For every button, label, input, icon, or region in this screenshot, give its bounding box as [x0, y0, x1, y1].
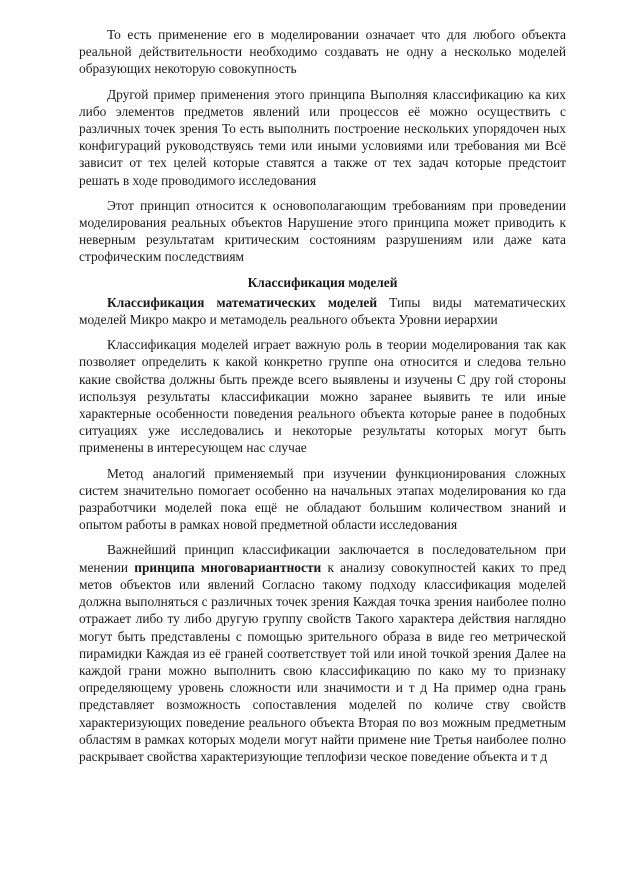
paragraph-1: То есть применение его в моделировании означает что для любого объекта реальной действительности необходимо создавать не одну а несколько моделей образующих некоторую совокупность [79, 27, 566, 77]
paragraph-6-start: Важнейший принцип классификации заключается в последовательном при менении [79, 542, 566, 575]
paragraph-4: Классификация моделей играет важную роль в теории моделирования так как позволяет определить к какой конкретно группе она относится и следова тельно какие свойства должны быть прежде всего выявлены и изучены С дру гой стороны используя результаты классификации можно заранее выявить те или иные характерные особенности поведения реального объекта которые ранее в подобных ситуациях уже исследовались и некоторые результаты которых могут быть применены в интересующем нас случае [79, 337, 566, 456]
subheading-bold: Классификация математических моделей [107, 294, 378, 310]
paragraph-5: Метод аналогий применяемый при изучении функционирования сложных систем значительно помогает особенно на начальных этапах моделирования ко гда разработчики моделей пока ещё не обладают большим количеством знаний и опытом работы в рамках новой предметной области исследования [79, 465, 566, 533]
document-page [79, 26, 566, 773]
paragraph-6-end: к анализу совокупностей каких то пред метов объектов или явлений Согласно такому подходу классификация моделей должна выполняться с различных точек зрения Каждая точка зрения наиболее полно отражает либо ту либо другую группу свойств Такого характера действия наглядно могут быть представлены с помощью зрительного образа в виде гео метрической пирамидки Каждая из её граней соответствует той или иной точкой зрения Далее на каждой грани можно выполнить свою классификацию по како му то признаку определяющему уровень сложности или значимости и т д На пример одна грань представляет возможность сопоставления моделей по количе ству свойств характеризующих поведение реального объекта Вторая по воз можным предметным областям в рамках которых модели могут найти примене ние Третья наиболее полно раскрывает свойства характеризующие теплофизи ческое поведение объекта и т д [79, 559, 566, 764]
section-heading: Классификация моделей [247, 274, 398, 290]
paragraph-2: Другой пример применения этого принципа Выполняя классификацию ка ких либо элементов предметов явлений или процессов её можно осуществить с различных точек зрения То есть выполнить построение нескольких упорядочен ных конфигураций руководствуясь теми или иными условиями или требования ми Всё зависит от тех целей которые ставятся а также от тех задач которые предстоит решать в ходе проводимого исследования [79, 86, 566, 188]
subheading-rest: Типы виды математических моделей Микро макро и метамодель реального объекта Уровни иерархии [79, 294, 566, 328]
paragraph-3: Этот принцип относится к основополагающим требованиям при проведении моделирования реальных объектов Нарушение этого принципа может приводить к неверным результатам критическим состояниям разрушениям или даже ката строфическим последствиям [79, 197, 566, 265]
section-subheading [79, 294, 566, 328]
paragraph-6-bold: принципа многовариантности [134, 559, 322, 575]
paragraph-6 [79, 541, 566, 765]
